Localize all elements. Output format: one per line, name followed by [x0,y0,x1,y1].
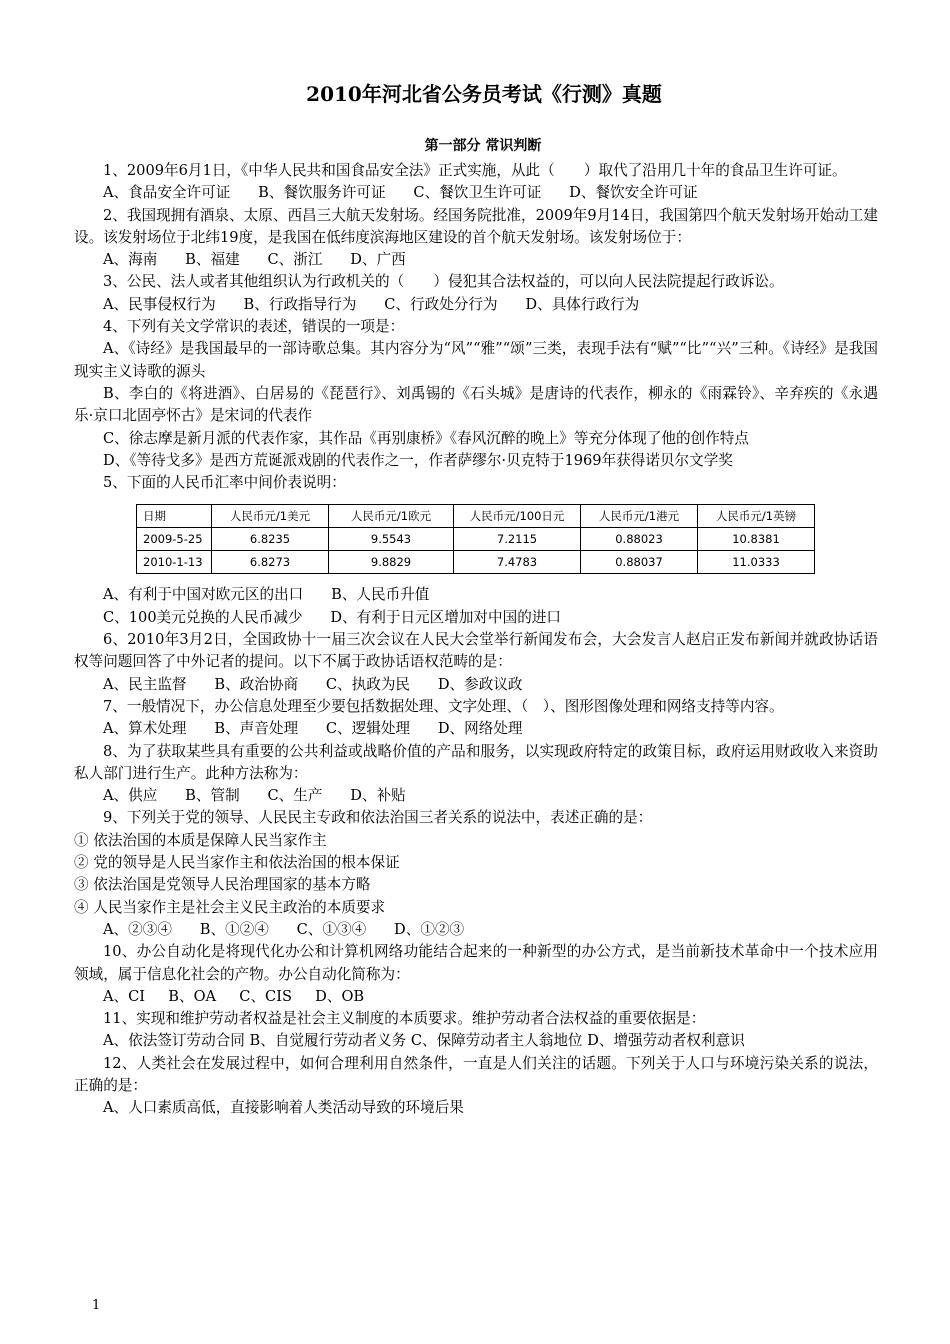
question-8-options: A、供应 B、管制 C、生产 D、补贴 [103,787,406,805]
table-cell: 0.88023 [581,528,698,551]
section-heading: 第一部分 常识判断 [424,138,542,154]
question-12-stem: 12、人类社会在发展过程中，如何合理利用自然条件，一直是人们关注的话题。下列关于人口与环境污染关系的说法，正确的是： [74,1054,878,1094]
question-9-options: A、②③④ B、①②④ C、①③④ D、①②③ [103,920,465,938]
table-cell: 6.8273 [212,551,329,574]
question-5-options-cd: C、100美元兑换的人民币减少 D、有利于日元区增加对中国的进口 [103,608,561,626]
question-1-stem: 1、2009年6月1日，《中华人民共和国食品安全法》正式实施，从此（ ）取代了沿用几十年的食品卫生许可证。 [103,162,847,179]
question-7-stem: 7、一般情况下，办公信息处理至少要包括数据处理、文字处理、（ ）、图形图像处理和网络支持等内容。 [103,697,784,715]
table-header-cell: 人民币元/1港元 [581,505,698,528]
question-3-options: A、民事侵权行为 B、行政指导行为 C、行政处分行为 D、具体行政行为 [103,295,640,313]
question-9-stem: 9、下列关于党的领导、人民民主专政和依法治国三者关系的说法中，表述正确的是： [103,809,653,827]
question-11-stem: 11、实现和维护劳动者权益是社会主义制度的本质要求。维护劳动者合法权益的重要依据是： [103,1010,706,1028]
table-header-row [137,505,815,528]
question-3-stem: 3、公民、法人或者其他组织认为行政机关的（ ）侵犯其合法权益的，可以向人民法院提起行政诉讼。 [103,273,784,291]
exchange-rate-table [136,504,815,574]
question-11-options: A、依法签订劳动合同 B、自觉履行劳动者义务 C、保障劳动者主人翁地位 D、增强劳动者权利意识 [103,1032,745,1050]
question-5-options-ab: A、有利于中国对欧元区的出口 B、人民币升值 [103,586,430,604]
question-12-option-a: A、人口素质高低，直接影响着人类活动导致的环境后果 [103,1099,464,1117]
table-header-cell: 日期 [137,505,212,528]
question-2-options: A、海南 B、福建 C、浙江 D、广西 [103,251,406,269]
table-header-cell: 人民币元/1英镑 [698,505,815,528]
table-cell: 11.0333 [698,551,815,574]
table-cell: 9.8829 [329,551,454,574]
table-header-cell: 人民币元/1美元 [212,505,329,528]
question-7-options: A、算术处理 B、声音处理 C、逻辑处理 D、网络处理 [103,720,523,738]
table-row [137,528,815,551]
table-cell: 9.5543 [329,528,454,551]
table-cell: 10.8381 [698,528,815,551]
question-10-stem: 10、办公自动化是将现代化办公和计算机网络功能结合起来的一种新型的办公方式，是当前新技术革命中一个技术应用领域，属于信息化社会的产物。办公自动化简称为： [74,943,878,983]
question-4-option-a: A、《诗经》是我国最早的一部诗歌总集。其内容分为“风”“雅”“颂”三类，表现手法有“赋”“比”“兴”三种。《诗经》是我国现实主义诗歌的源头 [74,340,878,380]
table-row [137,551,815,574]
table-header-cell: 人民币元/100日元 [454,505,581,528]
table-cell: 2009-5-25 [137,528,212,551]
question-2-stem: 2、我国现拥有酒泉、太原、西昌三大航天发射场。经国务院批准，2009年9月14日，我国第四个航天发射场开始动工建设。该发射场位于北纬19度，是我国在低纬度滨海地区建设的首个航天发射场。该发射场位于： [74,206,878,246]
page-title: 2010年河北省公务员考试《行测》真题 [306,82,662,106]
question-9-item: ② 党的领导是人民当家作主和依法治国的根本保证 [74,854,400,872]
question-6-stem: 6、2010年3月2日，全国政协十一届三次会议在人民大会堂举行新闻发布会，大会发言人赵启正发布新闻并就政协话语权等问题回答了中外记者的提问。以下不属于政协话语权范畴的是： [74,631,878,671]
table-cell: 6.8235 [212,528,329,551]
document-page [74,78,878,1120]
table-cell: 7.4783 [454,551,581,574]
question-9-item: ③ 依法治国是党领导人民治理国家的基本方略 [74,876,371,894]
question-9-item: ④ 人民当家作主是社会主义民主政治的本质要求 [74,898,386,916]
table-cell: 7.2115 [454,528,581,551]
table-cell: 2010-1-13 [137,551,212,574]
table-header-cell: 人民币元/1欧元 [329,505,454,528]
question-10-options: A、CI B、OA C、CIS D、OB [103,987,365,1005]
question-4-stem: 4、下列有关文学常识的表述，错误的一项是： [103,318,405,336]
question-8-stem: 8、为了获取某些具有重要的公共利益或战略价值的产品和服务，以实现政府特定的政策目标，政府运用财政收入来资助私人部门进行生产。此种方法称为： [74,742,878,782]
question-9-item: ① 依法治国的本质是保障人民当家作主 [74,831,327,849]
question-4-option-b: B、李白的《将进酒》、白居易的《琵琶行》、刘禹锡的《石头城》是唐诗的代表作，柳永的《雨霖铃》、辛弃疾的《永遇乐·京口北固亭怀古》是宋词的代表作 [74,384,878,425]
question-4-option-c: C、徐志摩是新月派的代表作家，其作品《再别康桥》《春风沉醉的晚上》等充分体现了他的创作特点 [103,429,749,447]
question-5-stem: 5、下面的人民币汇率中间价表说明： [103,474,346,492]
question-1-options: A、食品安全许可证 B、餐饮服务许可证 C、餐饮卫生许可证 D、餐饮安全许可证 [103,184,698,202]
question-4-option-d: D、《等待戈多》是西方荒诞派戏剧的代表作之一，作者萨缪尔·贝克特于1969年获得诺贝尔文学奖 [103,451,733,469]
question-6-options: A、民主监督 B、政治协商 C、执政为民 D、参政议政 [103,675,523,693]
page-number: 1 [92,1298,101,1313]
table-cell: 0.88037 [581,551,698,574]
